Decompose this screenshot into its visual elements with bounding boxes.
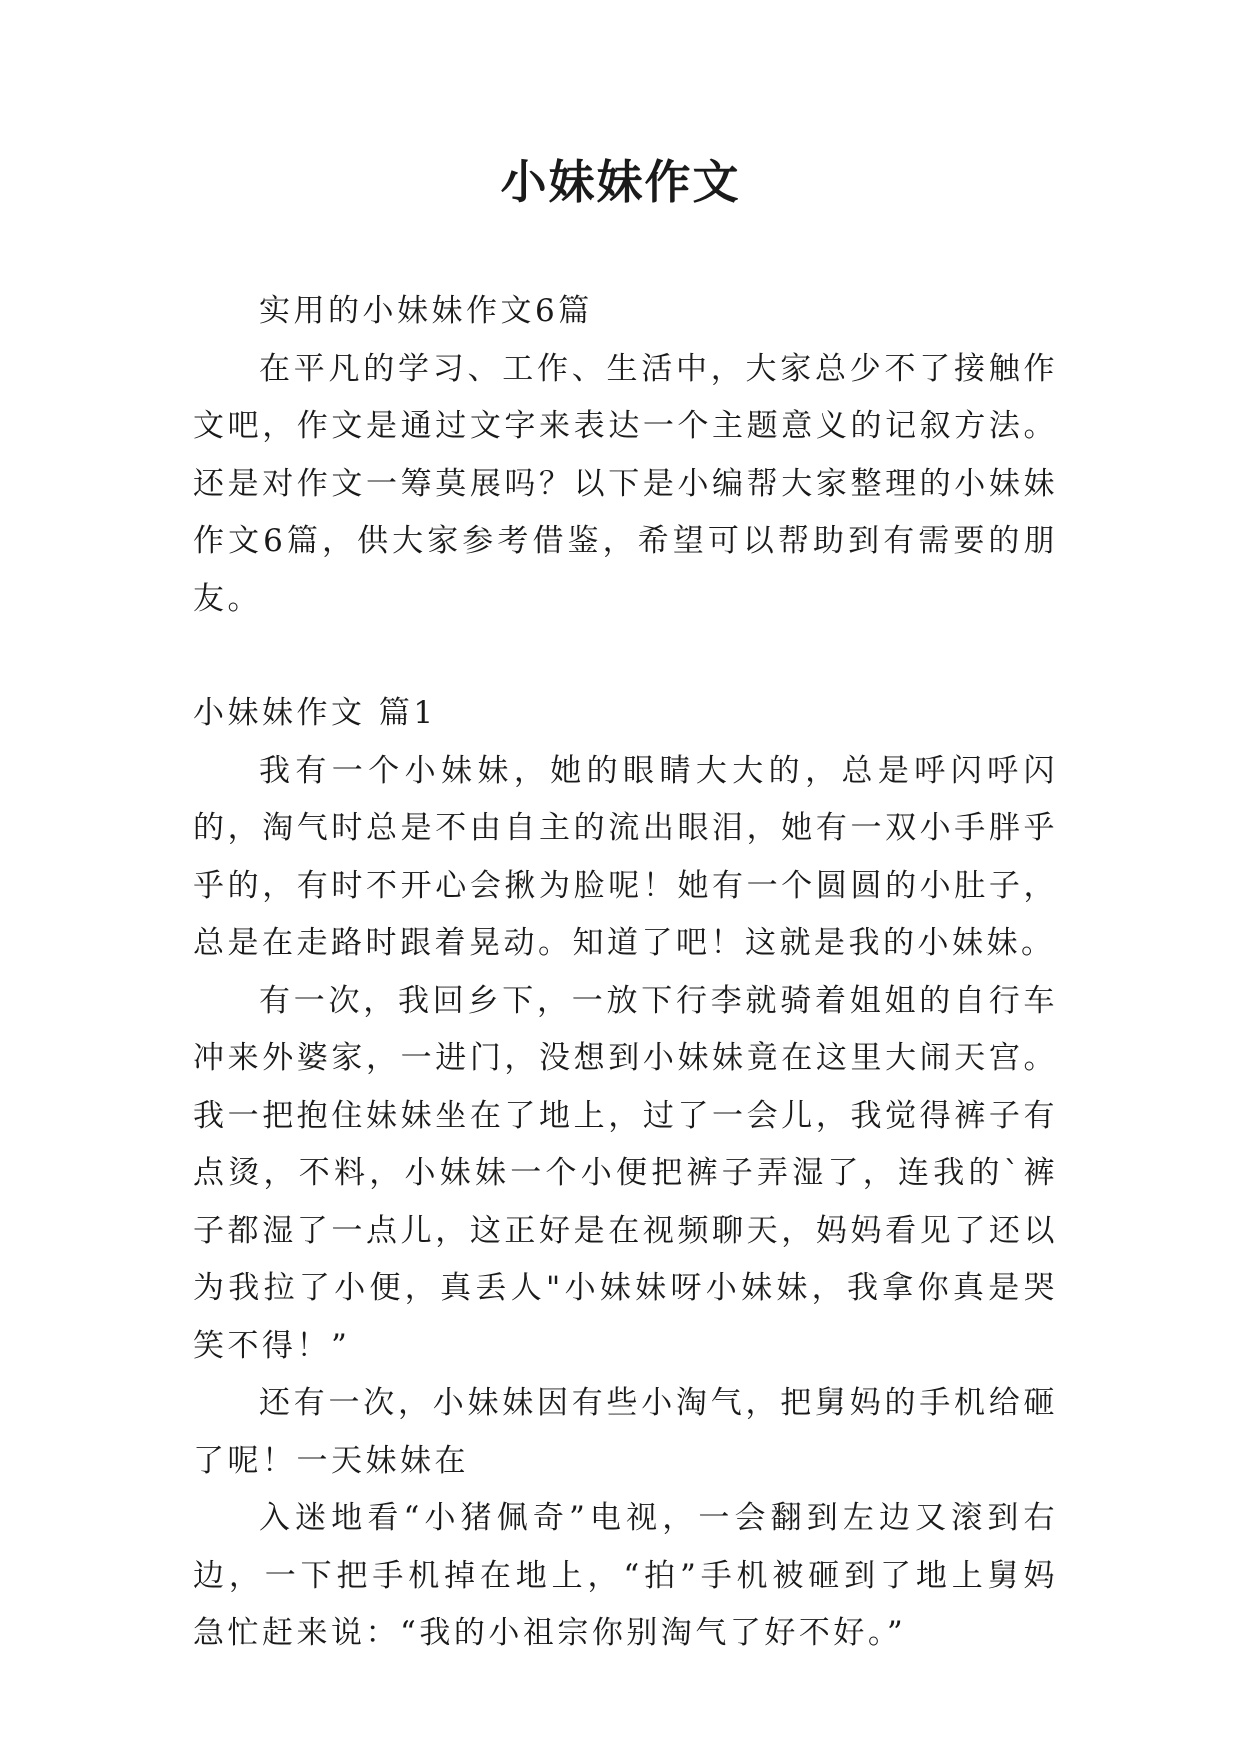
section-heading: 小妹妹作文 篇1 bbox=[193, 695, 437, 731]
document-title: 小妹妹作文 bbox=[500, 155, 741, 209]
body-paragraph: 入迷地看“小猪佩奇”电视，一会翻到左边又滚到右边，一下把手机掉在地上，“拍”手机被砸到了地上舅妈急忙赶来说：“我的小祖宗你别淘气了好不好。” bbox=[193, 1500, 1058, 1651]
paragraph-gap bbox=[193, 628, 1058, 685]
intro-paragraph: 在平凡的学习、工作、生活中，大家总少不了接触作文吧，作文是通过文字来表达一个主题意义的记叙方法。还是对作文一筹莫展吗？以下是小编帮大家整理的小妹妹作文6篇，供大家参考借鉴，希望可以帮助到有需要的朋友。 bbox=[193, 350, 1058, 617]
subtitle-paragraph: 实用的小妹妹作文6篇 bbox=[259, 293, 593, 329]
document-body bbox=[193, 283, 1058, 1663]
body-paragraph: 我有一个小妹妹，她的眼睛大大的，总是呼闪呼闪的，淘气时总是不由自主的流出眼泪，她有一双小手胖乎乎的，有时不开心会揪为脸呢！她有一个圆圆的小肚子，总是在走路时跟着晃动。知道了吧！这就是我的小妹妹。 bbox=[193, 752, 1058, 961]
body-paragraph: 还有一次，小妹妹因有些小淘气，把舅妈的手机给砸了呢！一天妹妹在 bbox=[193, 1385, 1058, 1479]
body-paragraph: 有一次，我回乡下，一放下行李就骑着姐姐的自行车冲来外婆家，一进门，没想到小妹妹竟在这里大闹天宫。我一把抱住妹妹坐在了地上，过了一会儿，我觉得裤子有点烫，不料，小妹妹一个小便把裤子弄湿了，连我的`裤子都湿了一点儿，这正好是在视频聊天，妈妈看见了还以为我拉了小便，真丢人"小妹妹呀小妹妹，我拿你真是哭笑不得！” bbox=[193, 982, 1058, 1364]
